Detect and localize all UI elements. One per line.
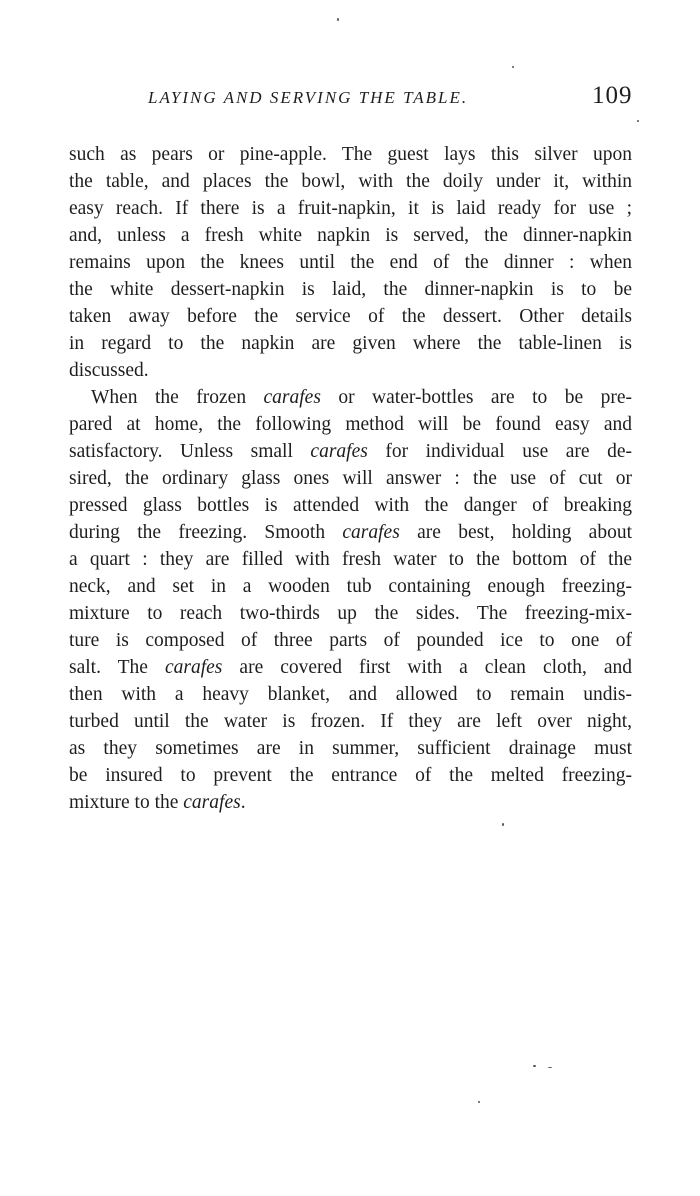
text-segment: in regard to the napkin are given where the table-linen is [69,333,632,354]
text-segment: are best, holding about [399,522,632,543]
text-segment: and, unless a fresh white napkin is served, the dinner-napkin [69,225,632,246]
text-line [69,330,632,357]
text-line [69,492,632,519]
text-segment: easy reach. If there is a fruit-napkin, it is laid ready for use ; [69,198,632,219]
text-segment: the white dessert-napkin is laid, the dinner-napkin is to be [69,279,632,300]
text-segment: sired, the ordinary glass ones will answer : the use of cut or [69,468,632,489]
text-segment: taken away before the service of the dessert. Other details [69,306,632,327]
paper-speck [337,18,339,21]
text-segment: mixture to the [69,792,184,813]
text-segment: salt. The [69,657,165,678]
text-line [69,195,632,222]
text-line [69,249,632,276]
paper-speck [533,1065,536,1067]
italic-word: carafes [342,522,400,543]
text-line [69,384,632,411]
text-line [69,681,632,708]
text-line [69,357,632,384]
text-line [69,654,632,681]
italic-word: carafes [164,657,223,678]
page-number: 109 [592,82,633,109]
text-segment: then with a heavy blanket, and allowed to remain undis- [69,684,632,705]
text-segment: turbed until the water is frozen. If they are left over night, [69,711,632,732]
text-segment: mixture to reach two-thirds up the sides. The freezing-mix- [69,603,632,624]
text-line [69,519,632,546]
paper-speck [637,120,639,122]
text-segment: the table, and places the bowl, with the doily under it, within [69,171,632,192]
italic-word: carafes [183,792,241,813]
text-segment: pressed glass bottles is attended with the danger of breaking [69,495,632,516]
text-line [69,627,632,654]
text-segment: satisfactory. Unless small [69,441,311,462]
text-segment: ture is composed of three parts of pounded ice to one of [69,630,632,651]
body-text [69,141,632,816]
text-line [69,303,632,330]
text-segment: or water-bottles are to be pre- [320,387,632,408]
italic-word: carafes [310,441,368,462]
text-line [69,168,632,195]
italic-word: carafes [263,387,321,408]
text-segment: are covered first with a clean cloth, and [222,657,633,678]
text-line [69,546,632,573]
text-line [69,762,632,789]
text-segment: discussed. [69,360,149,381]
text-line [69,222,632,249]
text-line [69,735,632,762]
text-segment: such as pears or pine-apple. The guest lays this silver upon [69,144,632,165]
text-line [69,438,632,465]
text-segment: remains upon the knees until the end of the dinner : when [69,252,632,273]
text-segment: as they sometimes are in summer, sufficient drainage must [69,738,632,759]
paper-speck [478,1101,480,1103]
text-line [69,411,632,438]
paper-speck [502,823,504,826]
text-line [69,789,632,816]
text-line [69,465,632,492]
text-segment: pared at home, the following method will be found easy and [69,414,632,435]
text-line [69,573,632,600]
text-line [69,141,632,168]
text-line [69,276,632,303]
paper-speck [548,1067,552,1068]
text-segment: When the frozen [91,387,264,408]
paper-speck [512,66,514,68]
text-segment: for individual use are de- [367,441,632,462]
running-header: LAYING AND SERVING THE TABLE. [148,88,469,107]
text-segment: be insured to prevent the entrance of the melted freezing- [69,765,632,786]
text-line [69,600,632,627]
text-segment: during the freezing. Smooth [69,522,343,543]
text-segment: neck, and set in a wooden tub containing enough freezing- [69,576,632,597]
text-line [69,708,632,735]
text-segment: . [240,792,246,813]
text-segment: a quart : they are filled with fresh water to the bottom of the [69,549,632,570]
